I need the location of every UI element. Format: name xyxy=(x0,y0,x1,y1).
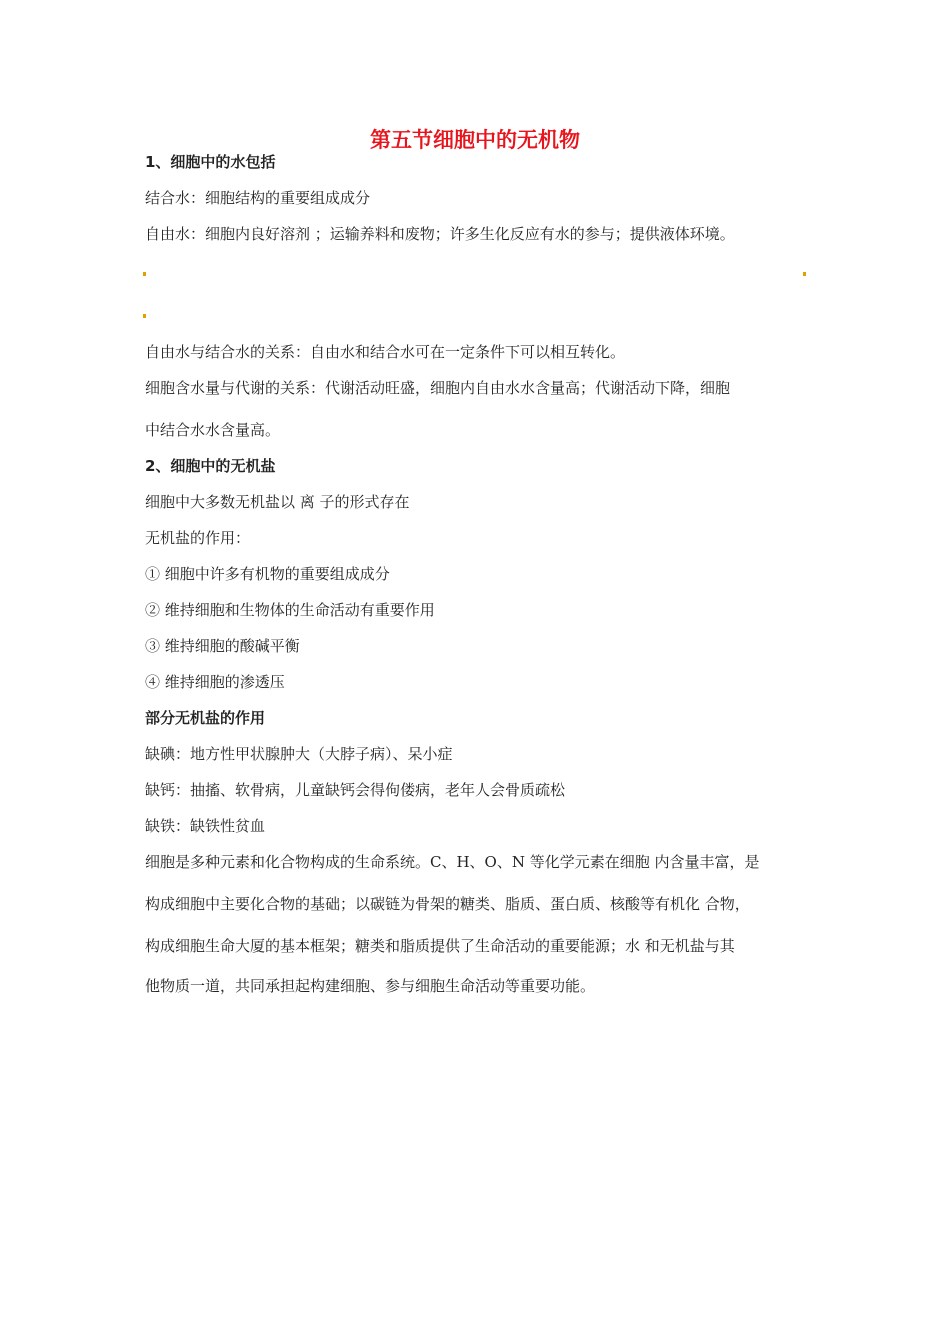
deficiency-item: 缺钙：抽搐、软骨病，儿童缺钙会得佝偻病，老年人会骨质疏松 xyxy=(145,781,566,799)
salt-roles-label: 无机盐的作用： xyxy=(145,529,251,547)
summary-line: 构成细胞生命大厦的基本框架；糖类和脂质提供了生命活动的重要能源；水 和无机盐与其 xyxy=(145,937,735,955)
editor-mark xyxy=(143,314,146,318)
page-title: 第五节细胞中的无机物 xyxy=(370,128,580,152)
deficiency-item: 缺碘：地方性甲状腺肿大（大脖子病）、呆小症 xyxy=(145,745,453,763)
summary-line: 他物质一道，共同承担起构建细胞、参与细胞生命活动等重要功能。 xyxy=(145,977,596,995)
salt-role-item: ① 细胞中许多有机物的重要组成成分 xyxy=(145,565,390,583)
editor-mark xyxy=(803,272,806,276)
deficiency-item: 缺铁：缺铁性贫血 xyxy=(145,817,266,835)
salt-role-item: ③ 维持细胞的酸碱平衡 xyxy=(145,637,300,655)
section2-heading: 2、细胞中的无机盐 xyxy=(145,457,276,475)
summary-line: 构成细胞中主要化合物的基础；以碳链为骨架的糖类、脂质、蛋白质、核酸等有机化 合物， xyxy=(145,895,750,913)
editor-mark xyxy=(143,272,146,276)
water-relation-text: 自由水与结合水的关系：自由水和结合水可在一定条件下可以相互转化。 xyxy=(145,343,626,361)
metabolism-text-line1: 细胞含水量与代谢的关系：代谢活动旺盛，细胞内自由水水含量高；代谢活动下降，细胞 xyxy=(145,379,731,397)
free-water-text: 自由水：细胞内良好溶剂 ；运输养料和废物；许多生化反应有水的参与；提供液体环境。 xyxy=(145,225,735,243)
section1-heading: 1、细胞中的水包括 xyxy=(145,153,276,171)
salt-role-item: ④ 维持细胞的渗透压 xyxy=(145,673,285,691)
salt-form-text: 细胞中大多数无机盐以 离 子的形式存在 xyxy=(145,493,410,511)
section3-heading: 部分无机盐的作用 xyxy=(145,709,266,727)
bound-water-text: 结合水：细胞结构的重要组成成分 xyxy=(145,189,371,207)
summary-line: 细胞是多种元素和化合物构成的生命系统。C、H、O、N 等化学元素在细胞 内含量丰富，是 xyxy=(145,853,760,871)
salt-role-item: ② 维持细胞和生物体的生命活动有重要作用 xyxy=(145,601,435,619)
metabolism-text-line2: 中结合水水含量高。 xyxy=(145,421,281,439)
